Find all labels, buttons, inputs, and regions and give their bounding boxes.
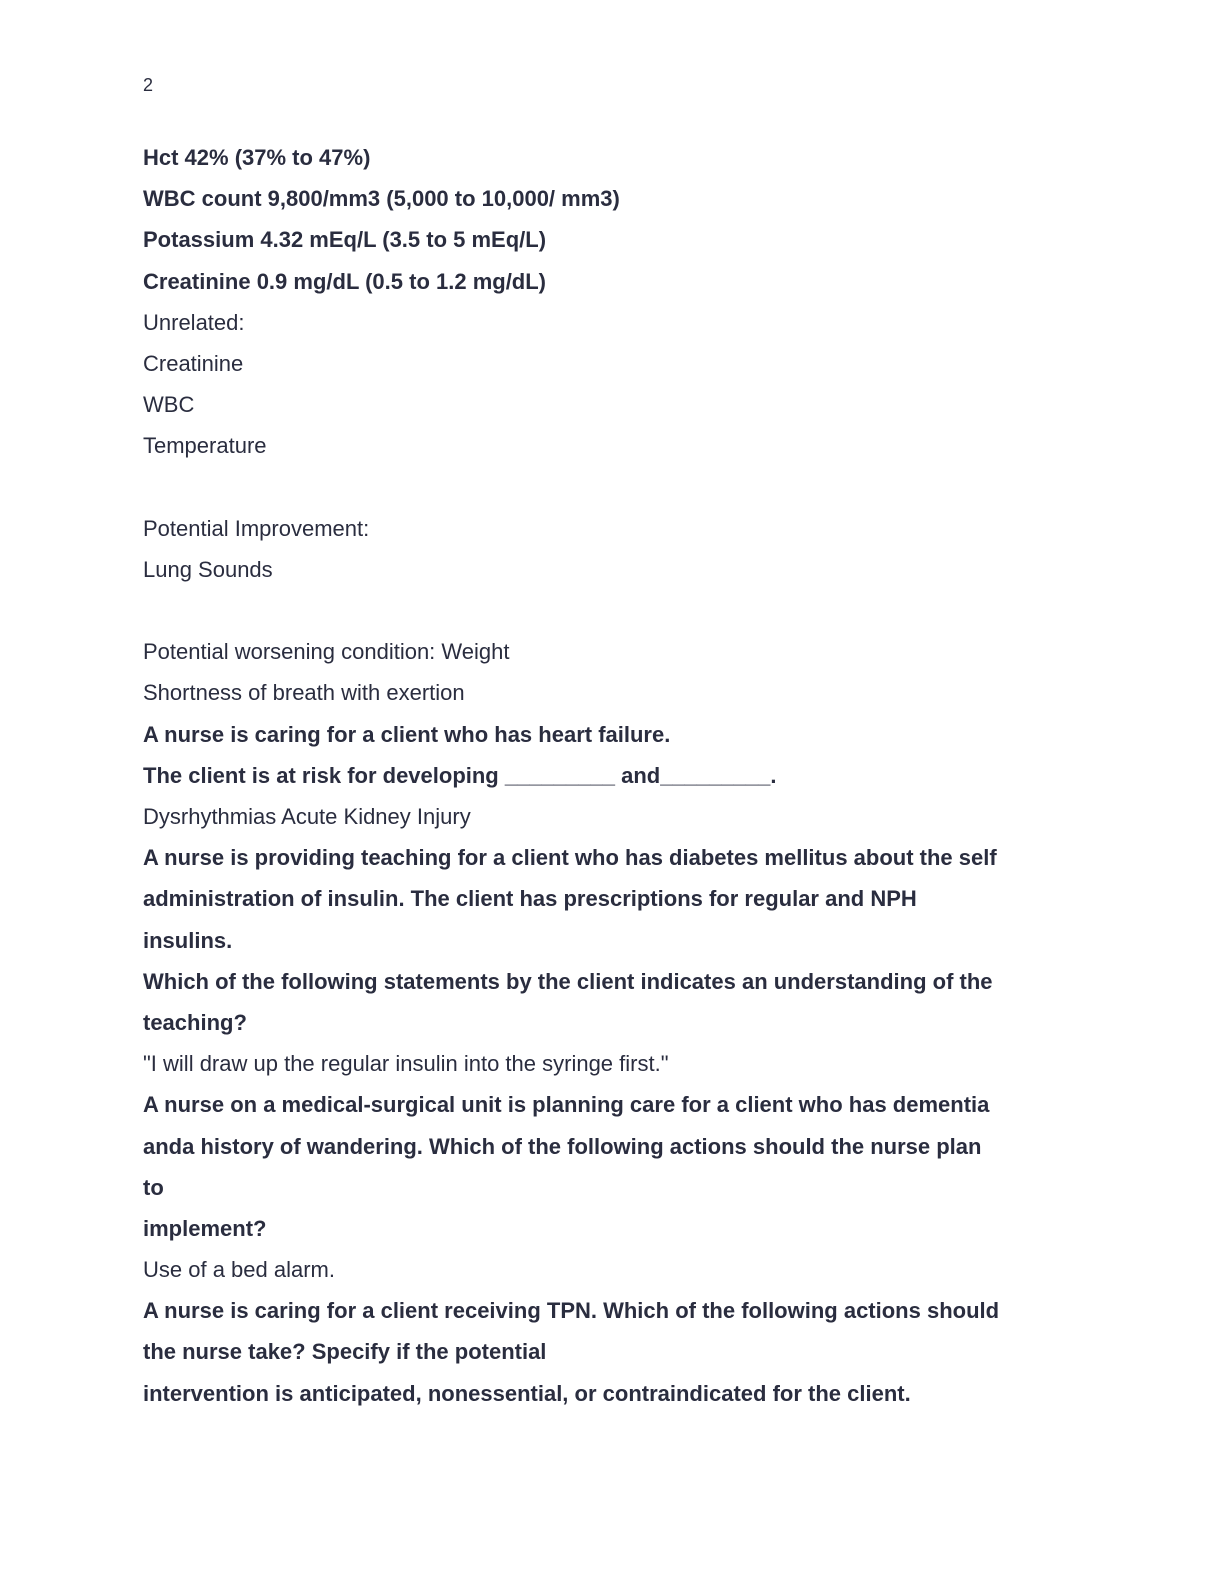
- bold-text-line: A nurse is caring for a client who has heart failure.: [143, 721, 671, 747]
- bold-text-line: teaching?: [143, 1009, 247, 1035]
- bold-text-line: The client is at risk for developing _________ and_________.: [143, 762, 777, 788]
- bold-text-line: intervention is anticipated, nonessential, or contraindicated for the client.: [143, 1380, 911, 1406]
- bold-text-line: the nurse take? Specify if the potential: [143, 1339, 547, 1365]
- bold-text-line: insulins.: [143, 927, 233, 953]
- text-line: Use of a bed alarm.: [143, 1257, 335, 1283]
- bold-text-line: A nurse is caring for a client receiving TPN. Which of the following actions should: [143, 1298, 1000, 1324]
- blank-line: [143, 590, 1103, 631]
- text-line: Potential Improvement:: [143, 515, 370, 541]
- text-line: Potential worsening condition: Weight: [143, 639, 510, 665]
- bold-text-line: administration of insulin. The client has prescriptions for regular and NPH: [143, 886, 917, 912]
- text-line: "I will draw up the regular insulin into the syringe first.": [143, 1051, 669, 1077]
- document-body: [143, 137, 1103, 1414]
- text-line: Unrelated:: [143, 309, 245, 335]
- bold-text-line: WBC count 9,800/mm3 (5,000 to 10,000/ mm3): [143, 186, 620, 212]
- bold-text-line: Creatinine 0.9 mg/dL (0.5 to 1.2 mg/dL): [143, 268, 547, 294]
- bold-text-line: implement?: [143, 1215, 267, 1241]
- text-line: Temperature: [143, 433, 267, 459]
- page-number: 2: [143, 75, 154, 95]
- text-line: Dysrhythmias Acute Kidney Injury: [143, 804, 471, 829]
- bold-text-line: Which of the following statements by the client indicates an understanding of the: [143, 968, 993, 994]
- text-line: Lung Sounds: [143, 556, 273, 582]
- bold-text-line: Hct 42% (37% to 47%): [143, 145, 371, 170]
- bold-text-line: anda history of wandering. Which of the following actions should the nurse plan: [143, 1133, 982, 1159]
- bold-text-line: A nurse is providing teaching for a client who has diabetes mellitus about the self: [143, 845, 997, 871]
- text-line: Shortness of breath with exertion: [143, 680, 465, 706]
- bold-text-line: A nurse on a medical-surgical unit is planning care for a client who has dementia: [143, 1092, 990, 1118]
- bold-text-line: to: [143, 1174, 164, 1200]
- bold-text-line: Potassium 4.32 mEq/L (3.5 to 5 mEq/L): [143, 227, 547, 253]
- text-line: WBC: [143, 392, 195, 418]
- text-line: Creatinine: [143, 350, 244, 376]
- blank-line: [143, 467, 1103, 508]
